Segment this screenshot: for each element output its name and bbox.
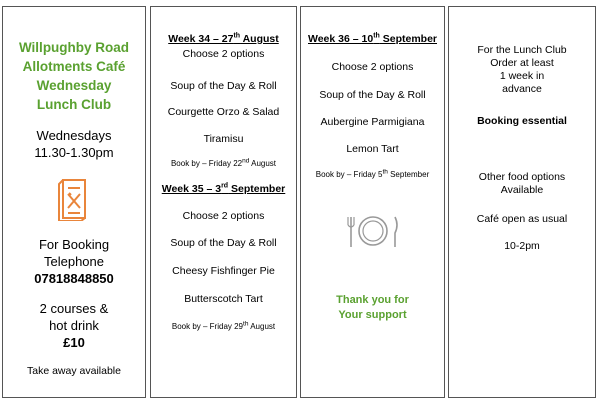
phone-number: 07818848850 — [34, 271, 114, 286]
week35-choose: Choose 2 options — [182, 210, 265, 222]
week34-item-3: Tiramisu — [203, 133, 244, 145]
week36-item-3: Lemon Tart — [346, 143, 399, 155]
club-title-line-4: Lunch Club — [36, 97, 112, 112]
week35-book-by: Book by – Friday 29th August — [171, 320, 276, 331]
courses-text: 2 courses & — [39, 301, 109, 316]
menu-panel-weeks-34-35 — [150, 6, 297, 398]
week36-heading: Week 36 – 10th September — [308, 32, 437, 45]
booking-label: For Booking — [38, 237, 110, 252]
other-food-line-1: Other food options — [478, 171, 566, 183]
week36-book-by: Book by – Friday 5th September — [315, 168, 430, 179]
days-text: Wednesdays — [36, 128, 112, 143]
week35-item-3: Butterscotch Tart — [184, 293, 263, 305]
week35-item-2: Cheesy Fishfinger Pie — [172, 265, 275, 277]
order-line-2: Order at least — [490, 57, 554, 69]
drink-text: hot drink — [49, 318, 99, 333]
other-food-line-2: Available — [500, 184, 544, 196]
order-line-1: For the Lunch Club — [477, 44, 567, 56]
thanks-line-1: Thank you for — [336, 294, 409, 306]
week36-item-1: Soup of the Day & Roll — [319, 89, 426, 101]
menu-panel-week-36 — [300, 6, 445, 398]
cafe-open-text: Café open as usual — [476, 213, 568, 225]
week34-heading: Week 34 – 27th August — [168, 32, 279, 45]
menu-card-icon — [55, 177, 93, 221]
order-line-4: advance — [502, 83, 542, 95]
order-line-3: 1 week in — [499, 70, 545, 82]
thanks-line-2: Your support — [338, 309, 407, 321]
week35-item-1: Soup of the Day & Roll — [170, 237, 277, 249]
week36-choose: Choose 2 options — [331, 61, 414, 73]
time-text: 11.30-1.30pm — [34, 145, 114, 160]
week34-item-2: Courgette Orzo & Salad — [167, 106, 280, 118]
club-title-line-1: Willpughby Road — [18, 40, 130, 55]
cafe-hours-text: 10-2pm — [504, 240, 540, 252]
club-title-line-3: Wednesday — [36, 78, 112, 93]
notes-panel — [448, 6, 596, 398]
takeaway-text: Take away available — [27, 365, 121, 377]
price-text: £10 — [63, 335, 85, 350]
booking-essential: Booking essential — [477, 115, 567, 127]
week34-book-by: Book by – Friday 22nd August — [170, 157, 277, 168]
week34-item-1: Soup of the Day & Roll — [170, 80, 277, 92]
club-title-line-2: Allotments Café — [22, 59, 126, 74]
week35-heading: Week 35 – 3rd September — [161, 182, 286, 195]
week36-item-2: Aubergine Parmigiana — [320, 116, 425, 128]
plate-cutlery-icon — [343, 213, 403, 249]
info-panel — [2, 6, 146, 398]
week34-choose: Choose 2 options — [182, 48, 265, 60]
telephone-label: Telephone — [44, 254, 104, 269]
